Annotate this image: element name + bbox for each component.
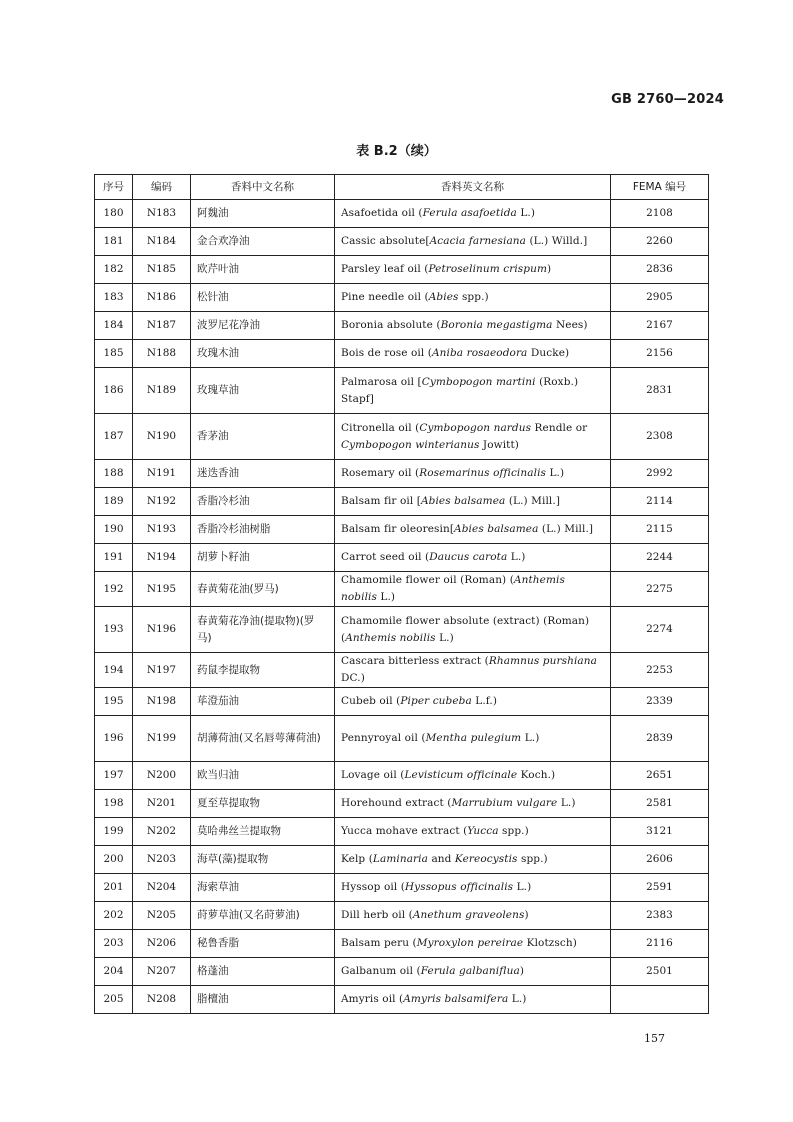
row-number-cell: 195: [95, 688, 133, 716]
fema-number-cell: 2274: [611, 607, 709, 653]
scientific-name: Abies balsamea: [454, 523, 539, 535]
scientific-name: Piper cubeba: [400, 695, 472, 707]
code-cell: N206: [133, 930, 191, 958]
english-name-text: Boronia absolute (: [341, 319, 441, 331]
scientific-name: Abies: [428, 291, 459, 303]
english-name-text: Balsam fir oil [: [341, 495, 421, 507]
fema-number-cell: 2156: [611, 340, 709, 368]
chinese-name-cell: 波罗尼花净油: [191, 312, 335, 340]
scientific-name: Ferula galbaniflua: [420, 965, 520, 977]
fema-number-cell: 2115: [611, 516, 709, 544]
code-cell: N187: [133, 312, 191, 340]
scientific-name: Anethum graveolens: [412, 909, 525, 921]
chinese-name-cell: 欧当归油: [191, 762, 335, 790]
scientific-name: Mentha pulegium: [425, 732, 522, 744]
page-number: 157: [644, 1032, 665, 1045]
scientific-name: Marrubium vulgare: [451, 797, 558, 809]
code-cell: N184: [133, 228, 191, 256]
chinese-name-cell: 莫哈弗丝兰提取物: [191, 818, 335, 846]
english-name-text: Ducke): [527, 347, 570, 359]
english-name-text: L.): [376, 591, 396, 603]
english-name-text: Citronella oil (: [341, 421, 420, 434]
scientific-name: Hyssopus officinalis: [404, 881, 514, 893]
table-row: [95, 902, 709, 930]
chinese-name-cell: 荜澄茄油: [191, 688, 335, 716]
table-row: [95, 200, 709, 228]
code-cell: N203: [133, 846, 191, 874]
row-number-cell: 200: [95, 846, 133, 874]
fema-number-cell: 2836: [611, 256, 709, 284]
english-name-text: L.): [507, 551, 526, 563]
english-name-cell: [335, 488, 611, 516]
english-name-cell: [335, 516, 611, 544]
english-name-text: ): [547, 263, 552, 275]
english-name-text: (L.) Mill.]: [538, 523, 594, 535]
chinese-name-cell: 海草(藻)提取物: [191, 846, 335, 874]
code-cell: N183: [133, 200, 191, 228]
english-name-text: Bois de rose oil (: [341, 347, 432, 359]
english-name-text: Jowitt): [479, 438, 520, 451]
row-number-cell: 196: [95, 716, 133, 762]
table-row: [95, 716, 709, 762]
table-row: [95, 460, 709, 488]
table-row: [95, 312, 709, 340]
scientific-name: Yucca: [467, 825, 499, 837]
code-cell: N189: [133, 368, 191, 414]
fema-number-cell: 2581: [611, 790, 709, 818]
fema-number-cell: 2831: [611, 368, 709, 414]
row-number-cell: 193: [95, 607, 133, 653]
code-cell: N202: [133, 818, 191, 846]
english-name-text: Rendle or: [531, 421, 588, 434]
row-number-cell: 199: [95, 818, 133, 846]
fema-number-cell: 2339: [611, 688, 709, 716]
fema-number-cell: 2501: [611, 958, 709, 986]
fema-number-cell: 2308: [611, 414, 709, 460]
table-row: [95, 256, 709, 284]
chinese-name-cell: 欧芹叶油: [191, 256, 335, 284]
column-header-code: 编码: [133, 175, 191, 200]
fema-number-cell: 2244: [611, 544, 709, 572]
scientific-name: Anthemis nobilis: [345, 631, 436, 644]
chinese-name-cell: 胡薄荷油(又名唇萼薄荷油): [191, 716, 335, 762]
english-name-text: spp.): [458, 291, 489, 303]
chinese-name-cell: 玫瑰木油: [191, 340, 335, 368]
row-number-cell: 202: [95, 902, 133, 930]
row-number-cell: 186: [95, 368, 133, 414]
table-header-row: [95, 175, 709, 200]
fema-number-cell: 2167: [611, 312, 709, 340]
english-name-cell: [335, 653, 611, 688]
table-row: [95, 986, 709, 1014]
table-row: [95, 340, 709, 368]
english-name-text: L.): [435, 631, 454, 644]
scientific-name: Abies balsamea: [420, 495, 506, 507]
english-name-cell: [335, 874, 611, 902]
table-row: [95, 790, 709, 818]
code-cell: N195: [133, 572, 191, 607]
english-name-text: Nees): [552, 319, 588, 331]
english-name-text: ): [524, 909, 529, 921]
code-cell: N199: [133, 716, 191, 762]
row-number-cell: 197: [95, 762, 133, 790]
english-name-cell: [335, 716, 611, 762]
flavor-table: [94, 174, 709, 1014]
fema-number-cell: 2260: [611, 228, 709, 256]
scientific-name: Levisticum officinale: [404, 769, 518, 781]
column-header-fema: FEMA 编号: [611, 175, 709, 200]
english-name-cell: [335, 902, 611, 930]
english-name-text: L.): [513, 881, 532, 893]
english-name-text: ): [519, 965, 525, 977]
chinese-name-cell: 春黄菊花油(罗马): [191, 572, 335, 607]
english-name-cell: [335, 688, 611, 716]
row-number-cell: 184: [95, 312, 133, 340]
english-name-text: spp.): [498, 825, 529, 837]
english-name-text: (Roxb.) Stapf]: [341, 375, 579, 405]
row-number-cell: 188: [95, 460, 133, 488]
english-name-cell: [335, 200, 611, 228]
english-name-text: L.): [557, 797, 576, 809]
english-name-text: Pine needle oil (: [341, 291, 429, 303]
english-name-text: L.): [516, 207, 536, 219]
english-name-text: L.): [521, 732, 540, 744]
english-name-text: Hyssop oil (: [341, 881, 405, 893]
row-number-cell: 185: [95, 340, 133, 368]
scientific-name: Anthemis nobilis: [341, 574, 565, 603]
chinese-name-cell: 松针油: [191, 284, 335, 312]
english-name-text: Pennyroyal oil (: [341, 732, 426, 744]
english-name-text: Chamomile flower oil (Roman) (: [341, 574, 514, 586]
english-name-cell: [335, 228, 611, 256]
row-number-cell: 194: [95, 653, 133, 688]
scientific-name: Acacia farnesiana: [429, 235, 527, 247]
english-name-text: Kelp (: [341, 853, 373, 865]
english-name-text: Horehound extract (: [341, 797, 452, 809]
chinese-name-cell: 莳萝草油(又名莳萝油): [191, 902, 335, 930]
english-name-text: (L.) Mill.]: [505, 495, 561, 507]
english-name-cell: [335, 340, 611, 368]
code-cell: N186: [133, 284, 191, 312]
column-header-chinese-name: 香料中文名称: [191, 175, 335, 200]
english-name-cell: [335, 544, 611, 572]
chinese-name-cell: 香脂冷杉油: [191, 488, 335, 516]
chinese-name-cell: 药鼠李提取物: [191, 653, 335, 688]
english-name-cell: [335, 284, 611, 312]
code-cell: N196: [133, 607, 191, 653]
scientific-name: Myroxylon pereirae: [416, 937, 524, 949]
row-number-cell: 180: [95, 200, 133, 228]
table-row: [95, 544, 709, 572]
fema-number-cell: 2114: [611, 488, 709, 516]
english-name-cell: [335, 572, 611, 607]
code-cell: N192: [133, 488, 191, 516]
english-name-text: Palmarosa oil [: [341, 375, 422, 388]
table-row: [95, 653, 709, 688]
code-cell: N208: [133, 986, 191, 1014]
scientific-name: Rhamnus purshiana: [488, 655, 597, 667]
fema-number-cell: 2839: [611, 716, 709, 762]
fema-number-cell: 2383: [611, 902, 709, 930]
english-name-text: Amyris oil (: [341, 993, 404, 1005]
row-number-cell: 204: [95, 958, 133, 986]
fema-number-cell: 2253: [611, 653, 709, 688]
scientific-name: Aniba rosaeodora: [431, 347, 528, 359]
fema-number-cell: 2651: [611, 762, 709, 790]
english-name-cell: [335, 818, 611, 846]
chinese-name-cell: 香脂冷杉油树脂: [191, 516, 335, 544]
fema-number-cell: 2275: [611, 572, 709, 607]
english-name-text: Asafoetida oil (: [341, 207, 423, 219]
table-row: [95, 688, 709, 716]
english-name-text: Rosemary oil (: [341, 467, 420, 479]
chinese-name-cell: 金合欢净油: [191, 228, 335, 256]
english-name-cell: [335, 368, 611, 414]
chinese-name-cell: 夏至草提取物: [191, 790, 335, 818]
english-name-text: Lovage oil (: [341, 769, 405, 781]
english-name-text: DC.): [341, 672, 365, 684]
fema-number-cell: 2905: [611, 284, 709, 312]
english-name-text: and: [428, 853, 455, 865]
scientific-name: Petroselinum crispum: [428, 263, 548, 275]
english-name-text: Parsley leaf oil (: [341, 263, 429, 275]
column-header-no: 序号: [95, 175, 133, 200]
table-row: [95, 368, 709, 414]
chinese-name-cell: 春黄菊花净油(提取物)(罗马): [191, 607, 335, 653]
fema-number-cell: 2591: [611, 874, 709, 902]
row-number-cell: 201: [95, 874, 133, 902]
code-cell: N197: [133, 653, 191, 688]
table-row: [95, 516, 709, 544]
english-name-cell: [335, 930, 611, 958]
table-row: [95, 488, 709, 516]
fema-number-cell: 2606: [611, 846, 709, 874]
english-name-cell: [335, 312, 611, 340]
scientific-name: Rosemarinus officinalis: [419, 467, 547, 479]
table-row: [95, 930, 709, 958]
english-name-text: Cubeb oil (: [341, 695, 401, 707]
code-cell: N205: [133, 902, 191, 930]
scientific-name: Boronia megastigma: [440, 319, 553, 331]
column-header-english-name: 香料英文名称: [335, 175, 611, 200]
table-row: [95, 762, 709, 790]
english-name-text: L.f.): [471, 695, 498, 707]
english-name-text: Balsam fir oleoresin[: [341, 523, 455, 535]
table-row: [95, 414, 709, 460]
chinese-name-cell: 秘鲁香脂: [191, 930, 335, 958]
table-row: [95, 846, 709, 874]
english-name-cell: [335, 986, 611, 1014]
code-cell: N185: [133, 256, 191, 284]
english-name-text: Dill herb oil (: [341, 909, 413, 921]
english-name-cell: [335, 460, 611, 488]
row-number-cell: 183: [95, 284, 133, 312]
scientific-name: Amyris balsamifera: [403, 993, 509, 1005]
row-number-cell: 198: [95, 790, 133, 818]
table-row: [95, 874, 709, 902]
code-cell: N190: [133, 414, 191, 460]
code-cell: N191: [133, 460, 191, 488]
english-name-text: Carrot seed oil (: [341, 551, 430, 563]
standard-code: GB 2760—2024: [611, 92, 724, 107]
english-name-cell: [335, 958, 611, 986]
fema-number-cell: 2108: [611, 200, 709, 228]
row-number-cell: 190: [95, 516, 133, 544]
chinese-name-cell: 胡萝卜籽油: [191, 544, 335, 572]
row-number-cell: 187: [95, 414, 133, 460]
english-name-text: L.): [508, 993, 527, 1005]
code-cell: N194: [133, 544, 191, 572]
scientific-name: Daucus carota: [429, 551, 508, 563]
code-cell: N201: [133, 790, 191, 818]
chinese-name-cell: 阿魏油: [191, 200, 335, 228]
english-name-cell: [335, 762, 611, 790]
english-name-text: Balsam peru (: [341, 937, 417, 949]
fema-number-cell: 2992: [611, 460, 709, 488]
code-cell: N207: [133, 958, 191, 986]
code-cell: N193: [133, 516, 191, 544]
english-name-text: Yucca mohave extract (: [341, 825, 468, 837]
english-name-text: Cascara bitterless extract (: [341, 655, 489, 667]
english-name-cell: [335, 790, 611, 818]
table-row: [95, 818, 709, 846]
row-number-cell: 205: [95, 986, 133, 1014]
table-row: [95, 228, 709, 256]
table-title: 表 B.2（续）: [356, 144, 437, 159]
scientific-name: Cymbopogon nardus: [419, 421, 532, 434]
table-row: [95, 958, 709, 986]
row-number-cell: 192: [95, 572, 133, 607]
row-number-cell: 181: [95, 228, 133, 256]
row-number-cell: 191: [95, 544, 133, 572]
chinese-name-cell: 海索草油: [191, 874, 335, 902]
fema-number-cell: [611, 986, 709, 1014]
scientific-name: Cymbopogon martini: [421, 375, 536, 388]
english-name-text: Cassic absolute[: [341, 235, 430, 247]
chinese-name-cell: 玫瑰草油: [191, 368, 335, 414]
scientific-name: Ferula asafoetida: [422, 207, 517, 219]
english-name-text: spp.): [517, 853, 548, 865]
code-cell: N204: [133, 874, 191, 902]
chinese-name-cell: 香茅油: [191, 414, 335, 460]
english-name-text: Chamomile flower absolute (extract) (Roman) (: [341, 614, 590, 644]
scientific-name: Kereocystis: [454, 853, 518, 865]
table-row: [95, 607, 709, 653]
english-name-cell: [335, 256, 611, 284]
row-number-cell: 182: [95, 256, 133, 284]
english-name-text: (L.) Willd.]: [526, 235, 588, 247]
table-row: [95, 572, 709, 607]
chinese-name-cell: 脂檀油: [191, 986, 335, 1014]
code-cell: N200: [133, 762, 191, 790]
row-number-cell: 203: [95, 930, 133, 958]
english-name-text: Klotzsch): [523, 937, 577, 949]
scientific-name: Laminaria: [372, 853, 428, 865]
code-cell: N198: [133, 688, 191, 716]
code-cell: N188: [133, 340, 191, 368]
table-row: [95, 284, 709, 312]
fema-number-cell: 3121: [611, 818, 709, 846]
chinese-name-cell: 迷迭香油: [191, 460, 335, 488]
english-name-cell: [335, 607, 611, 653]
english-name-cell: [335, 414, 611, 460]
row-number-cell: 189: [95, 488, 133, 516]
chinese-name-cell: 格蓬油: [191, 958, 335, 986]
english-name-text: L.): [546, 467, 565, 479]
fema-number-cell: 2116: [611, 930, 709, 958]
english-name-text: Galbanum oil (: [341, 965, 421, 977]
english-name-cell: [335, 846, 611, 874]
english-name-text: Koch.): [517, 769, 556, 781]
scientific-name: Cymbopogon winterianus: [341, 438, 480, 451]
